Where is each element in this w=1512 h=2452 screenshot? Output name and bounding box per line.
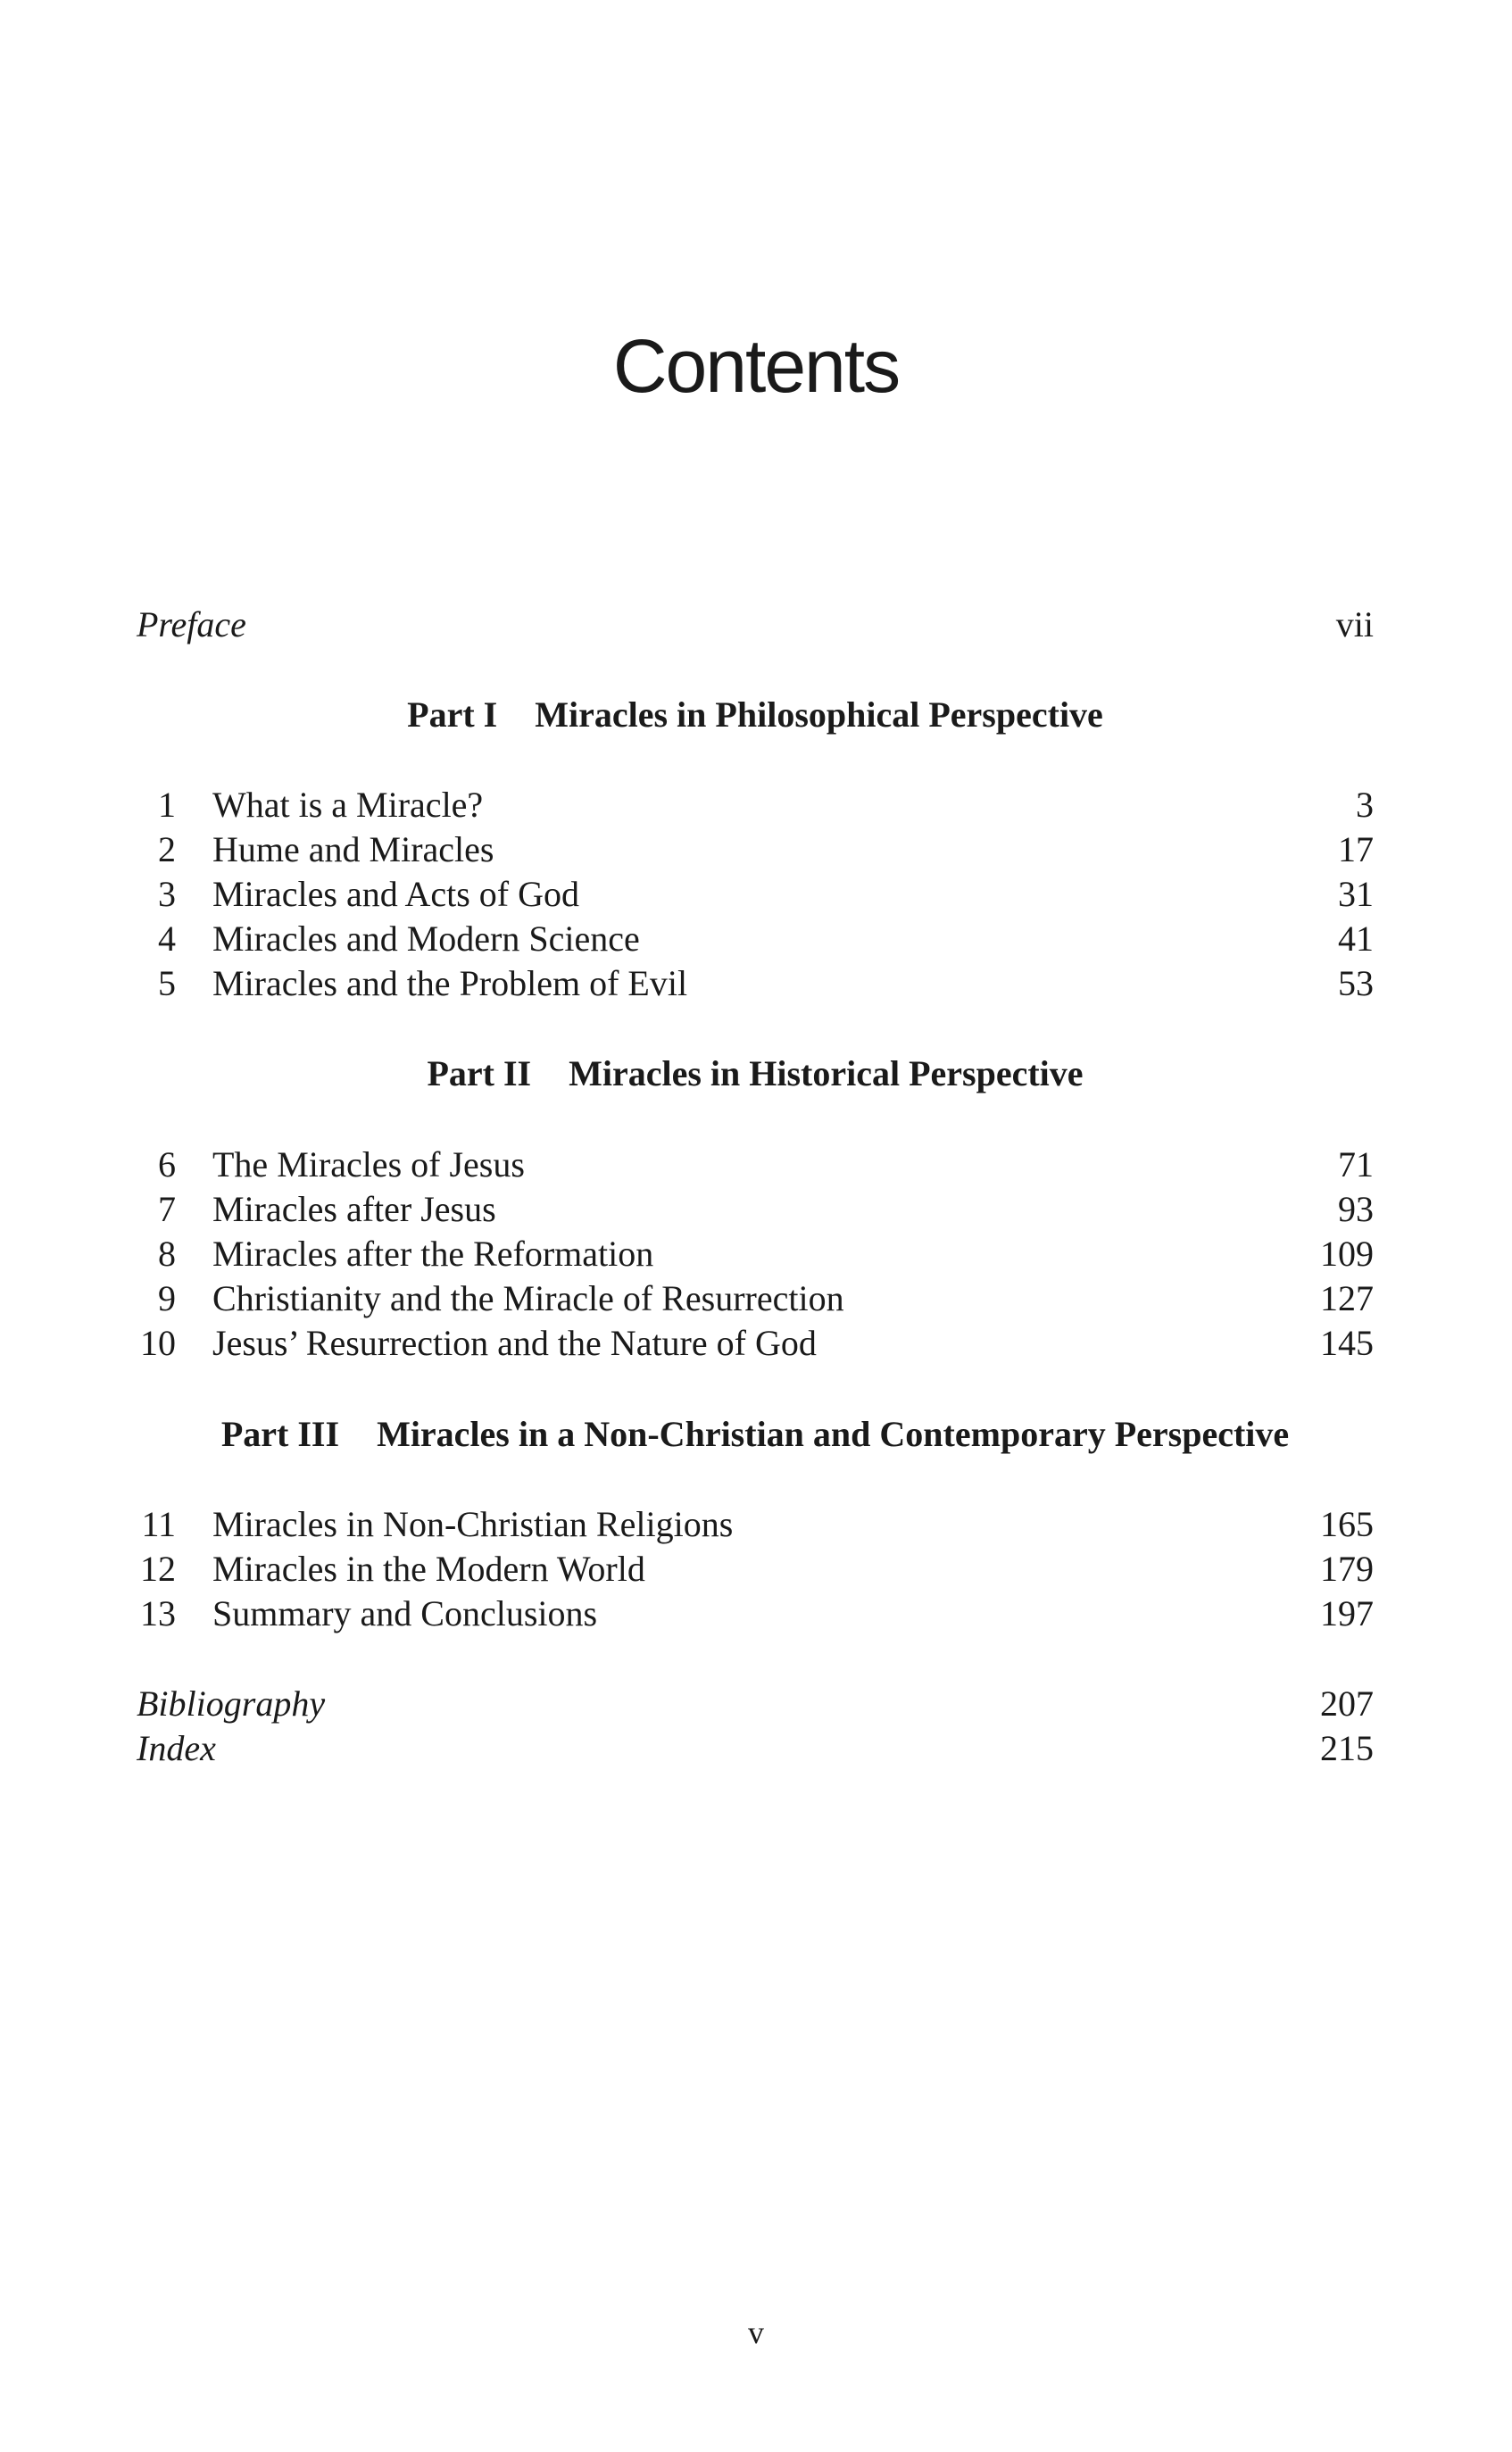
toc-entry-preface[interactable] (137, 603, 1374, 647)
entry-page: vii (1335, 604, 1374, 644)
chapter-title: Summary and Conclusions (212, 1593, 598, 1633)
chapter-number: 10 (140, 1323, 176, 1363)
part-title: Miracles in Historical Perspective (569, 1053, 1084, 1093)
part-heading (137, 693, 1374, 737)
chapter-title: Miracles after Jesus (212, 1189, 496, 1229)
toc-entry[interactable] (137, 783, 1374, 827)
chapter-page: 31 (1338, 874, 1374, 914)
entry-page: 215 (1320, 1728, 1374, 1768)
chapter-number: 3 (158, 874, 176, 914)
toc-entry[interactable] (137, 1143, 1374, 1187)
chapter-page: 71 (1338, 1144, 1374, 1184)
chapter-title: Miracles and Acts of God (212, 874, 580, 914)
toc-entry[interactable] (137, 1502, 1374, 1547)
chapter-number: 5 (158, 963, 176, 1003)
part-heading (137, 1051, 1374, 1096)
chapter-page: 197 (1320, 1593, 1374, 1633)
chapter-page: 53 (1338, 963, 1374, 1003)
chapter-number: 8 (158, 1234, 176, 1274)
chapter-page: 109 (1320, 1234, 1374, 1274)
toc-entry[interactable] (137, 917, 1374, 961)
chapter-page: 3 (1356, 785, 1374, 825)
chapter-title: Miracles and the Problem of Evil (212, 963, 688, 1003)
chapter-number: 1 (158, 785, 176, 825)
toc-entry-index[interactable] (137, 1726, 1374, 1771)
chapter-title: Christianity and the Miracle of Resurrection (212, 1278, 844, 1318)
part-label: Part II (427, 1053, 532, 1093)
chapter-number: 13 (140, 1593, 176, 1633)
toc-entry[interactable] (137, 1592, 1374, 1636)
entry-title: Index (137, 1728, 216, 1768)
chapter-title: Miracles after the Reformation (212, 1234, 654, 1274)
chapter-number: 9 (158, 1278, 176, 1318)
chapter-number: 4 (158, 918, 176, 959)
chapter-title: Miracles in the Modern World (212, 1549, 645, 1589)
chapter-number: 12 (140, 1549, 176, 1589)
toc-entry-bibliography[interactable] (137, 1682, 1374, 1726)
chapter-page: 165 (1320, 1504, 1374, 1544)
part-title: Miracles in Philosophical Perspective (535, 694, 1103, 735)
chapter-page: 93 (1338, 1189, 1374, 1229)
toc-entry[interactable] (137, 1547, 1374, 1592)
part-heading (137, 1412, 1374, 1457)
chapter-number: 11 (141, 1504, 176, 1544)
entry-page: 207 (1320, 1683, 1374, 1724)
chapter-page: 127 (1320, 1278, 1374, 1318)
toc-entry[interactable] (137, 872, 1374, 917)
chapter-page: 17 (1338, 829, 1374, 869)
toc-entry[interactable] (137, 827, 1374, 872)
chapter-title: Hume and Miracles (212, 829, 494, 869)
page-title: Contents (612, 324, 900, 408)
chapter-page: 179 (1320, 1549, 1374, 1589)
chapter-number: 6 (158, 1144, 176, 1184)
part-title: Miracles in a Non-Christian and Contemporary Perspective (377, 1414, 1290, 1454)
chapter-title: Miracles in Non-Christian Religions (212, 1504, 734, 1544)
chapter-page: 145 (1320, 1323, 1374, 1363)
entry-title: Bibliography (137, 1683, 326, 1724)
entry-title: Preface (137, 604, 246, 644)
chapter-page: 41 (1338, 918, 1374, 959)
chapter-title: Jesus’ Resurrection and the Nature of God (212, 1323, 817, 1363)
chapter-number: 7 (158, 1189, 176, 1229)
chapter-title: Miracles and Modern Science (212, 918, 640, 959)
toc-entry[interactable] (137, 1276, 1374, 1321)
chapter-title: What is a Miracle? (212, 785, 484, 825)
toc-entry[interactable] (137, 1187, 1374, 1232)
part-label: Part III (220, 1414, 340, 1454)
toc-entry[interactable] (137, 1321, 1374, 1366)
chapter-title: The Miracles of Jesus (212, 1144, 525, 1184)
toc-entry[interactable] (137, 1232, 1374, 1276)
page-folio: v (748, 2315, 764, 2350)
chapter-number: 2 (158, 829, 176, 869)
part-label: Part I (407, 694, 498, 735)
toc-entry[interactable] (137, 961, 1374, 1006)
